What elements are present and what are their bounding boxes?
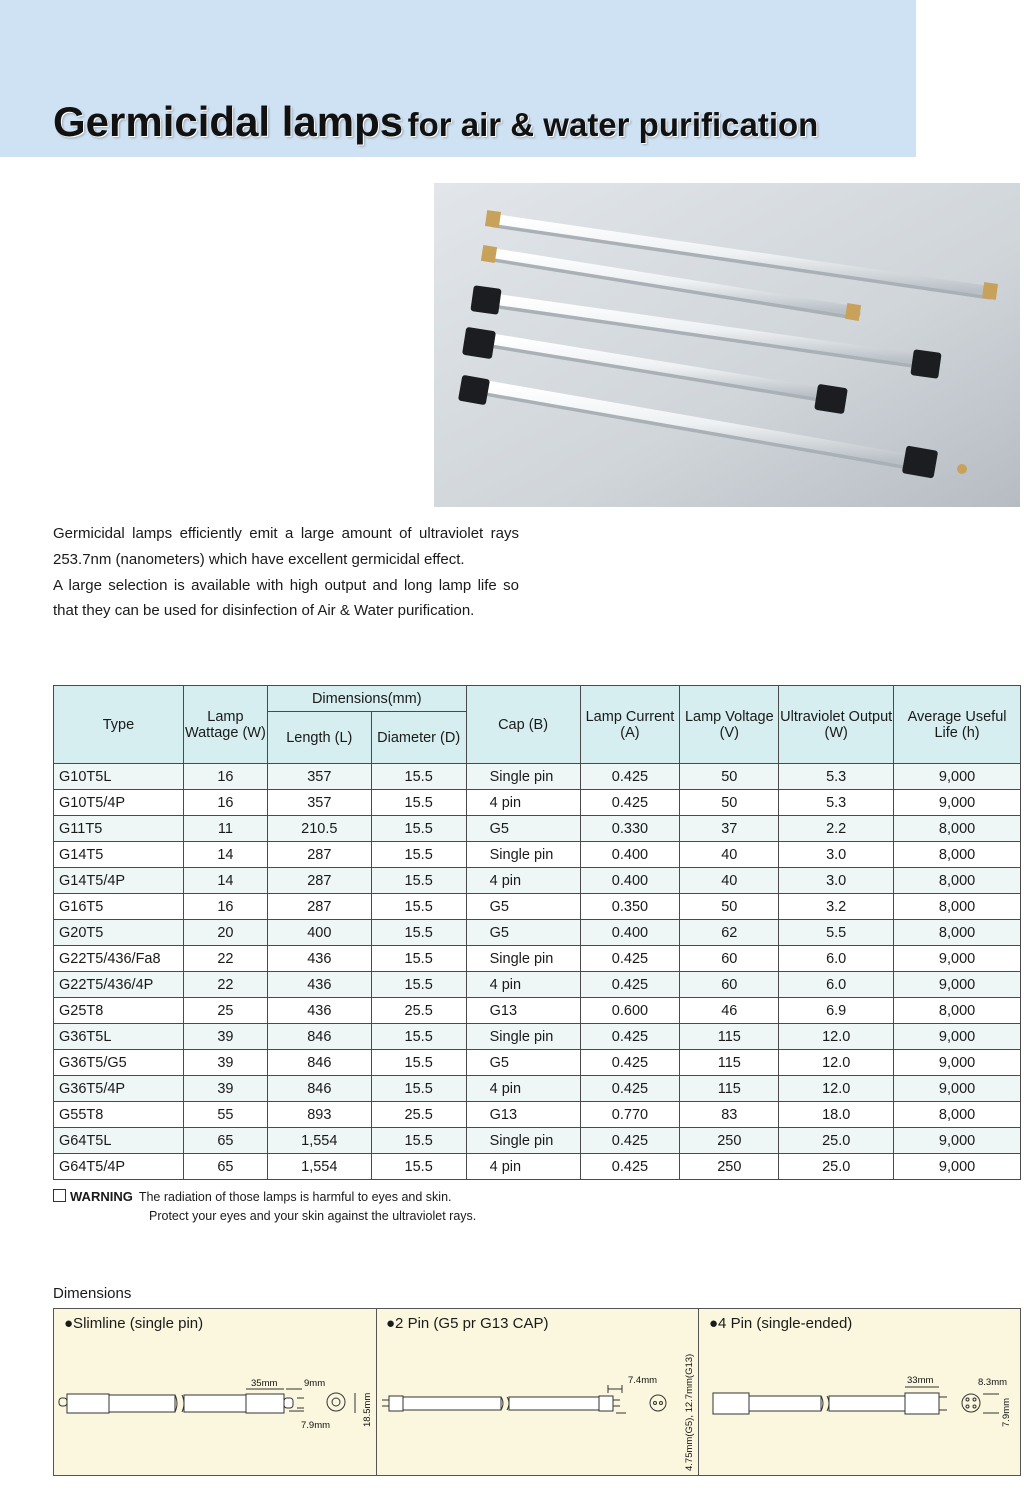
spec-table-body [54, 764, 1021, 1180]
cell-voltage: 62 [680, 920, 779, 946]
cell-cap: G13 [466, 998, 580, 1024]
cell-voltage: 115 [680, 1050, 779, 1076]
cell-length: 846 [267, 1076, 371, 1102]
table-row [54, 920, 1021, 946]
panel-title-2pin: ●2 Pin (G5 pr G13 CAP) [386, 1315, 549, 1332]
cell-length: 287 [267, 868, 371, 894]
cell-type: G22T5/436/4P [54, 972, 184, 998]
cell-cap: 4 pin [466, 790, 580, 816]
label-33mm: 33mm [907, 1375, 934, 1386]
label-pin-spacing: 4.75mm(G5), 12.7mm(G13) [684, 1353, 695, 1471]
cell-type: G14T5 [54, 842, 184, 868]
cell-current: 0.425 [580, 946, 680, 972]
cell-length: 436 [267, 998, 371, 1024]
cell-uv-output: 5.3 [779, 790, 894, 816]
cell-life: 8,000 [894, 816, 1021, 842]
cell-cap: G5 [466, 1050, 580, 1076]
cell-uv-output: 12.0 [779, 1024, 894, 1050]
cell-cap: Single pin [466, 1128, 580, 1154]
cell-length: 436 [267, 946, 371, 972]
cell-type: G25T8 [54, 998, 184, 1024]
cell-type: G55T8 [54, 1102, 184, 1128]
cell-diameter: 15.5 [371, 1076, 466, 1102]
cell-diameter: 15.5 [371, 868, 466, 894]
cell-current: 0.425 [580, 1024, 680, 1050]
cell-diameter: 15.5 [371, 842, 466, 868]
header-voltage: Lamp Voltage (V) [680, 686, 779, 764]
cell-uv-output: 6.0 [779, 972, 894, 998]
header-current: Lamp Current (A) [580, 686, 680, 764]
cell-current: 0.400 [580, 868, 680, 894]
cell-life: 9,000 [894, 790, 1021, 816]
cell-life: 9,000 [894, 1050, 1021, 1076]
table-row [54, 894, 1021, 920]
cell-uv-output: 12.0 [779, 1050, 894, 1076]
cell-type: G36T5/4P [54, 1076, 184, 1102]
header-uv-output: Ultraviolet Output (W) [779, 686, 894, 764]
cell-current: 0.400 [580, 842, 680, 868]
cell-life: 9,000 [894, 1154, 1021, 1180]
warning-line-2: Protect your eyes and your skin against the ultraviolet rays. [149, 1209, 477, 1223]
cell-voltage: 50 [680, 894, 779, 920]
cell-voltage: 40 [680, 868, 779, 894]
cell-uv-output: 25.0 [779, 1128, 894, 1154]
label-7-4mm: 7.4mm [628, 1375, 658, 1386]
cell-length: 357 [267, 764, 371, 790]
cell-life: 8,000 [894, 842, 1021, 868]
cell-cap: 4 pin [466, 1076, 580, 1102]
cell-type: G20T5 [54, 920, 184, 946]
cell-cap: G5 [466, 816, 580, 842]
warning-label: WARNING [70, 1189, 133, 1204]
cell-diameter: 15.5 [371, 1024, 466, 1050]
cell-current: 0.425 [580, 790, 680, 816]
cell-diameter: 15.5 [371, 790, 466, 816]
cell-life: 8,000 [894, 920, 1021, 946]
cell-uv-output: 25.0 [779, 1154, 894, 1180]
title-main: Germicidal lamps [53, 98, 404, 145]
cell-life: 8,000 [894, 998, 1021, 1024]
cell-uv-output: 18.0 [779, 1102, 894, 1128]
page-title [53, 98, 818, 146]
cell-voltage: 115 [680, 1076, 779, 1102]
cell-wattage: 39 [183, 1024, 267, 1050]
table-row [54, 842, 1021, 868]
cell-wattage: 11 [183, 816, 267, 842]
cell-current: 0.425 [580, 1050, 680, 1076]
cell-uv-output: 6.0 [779, 946, 894, 972]
cell-length: 436 [267, 972, 371, 998]
header-life: Average Useful Life (h) [894, 686, 1021, 764]
title-sub: for air & water purification [407, 106, 819, 143]
dimension-panel-4pin [699, 1309, 1020, 1475]
cell-wattage: 65 [183, 1128, 267, 1154]
cell-cap: G5 [466, 894, 580, 920]
cell-life: 8,000 [894, 1102, 1021, 1128]
cell-diameter: 15.5 [371, 920, 466, 946]
cell-life: 9,000 [894, 1076, 1021, 1102]
cell-length: 1,554 [267, 1154, 371, 1180]
header-cap: Cap (B) [466, 686, 580, 764]
cell-voltage: 46 [680, 998, 779, 1024]
cell-wattage: 16 [183, 894, 267, 920]
cell-cap: 4 pin [466, 868, 580, 894]
table-row [54, 816, 1021, 842]
two-pin-diagram [376, 1309, 698, 1475]
cell-diameter: 15.5 [371, 764, 466, 790]
cell-type: G10T5L [54, 764, 184, 790]
cell-uv-output: 3.2 [779, 894, 894, 920]
cell-diameter: 25.5 [371, 1102, 466, 1128]
table-row [54, 946, 1021, 972]
cell-voltage: 60 [680, 972, 779, 998]
cell-wattage: 65 [183, 1154, 267, 1180]
label-9mm: 9mm [304, 1378, 326, 1389]
cell-type: G10T5/4P [54, 790, 184, 816]
label-18-5mm: 18.5mm [362, 1392, 373, 1427]
cell-diameter: 15.5 [371, 972, 466, 998]
slimline-diagram [54, 1309, 376, 1475]
cell-length: 357 [267, 790, 371, 816]
cell-diameter: 15.5 [371, 1128, 466, 1154]
cell-uv-output: 6.9 [779, 998, 894, 1024]
table-row [54, 998, 1021, 1024]
cell-life: 9,000 [894, 946, 1021, 972]
cell-length: 287 [267, 894, 371, 920]
cell-voltage: 37 [680, 816, 779, 842]
cell-cap: 4 pin [466, 972, 580, 998]
header-type: Type [54, 686, 184, 764]
cell-voltage: 50 [680, 764, 779, 790]
cell-current: 0.400 [580, 920, 680, 946]
cell-diameter: 15.5 [371, 946, 466, 972]
cell-current: 0.600 [580, 998, 680, 1024]
cell-length: 846 [267, 1050, 371, 1076]
cell-wattage: 14 [183, 842, 267, 868]
cell-uv-output: 3.0 [779, 868, 894, 894]
cell-wattage: 14 [183, 868, 267, 894]
table-row [54, 868, 1021, 894]
table-row [54, 1128, 1021, 1154]
cell-voltage: 60 [680, 946, 779, 972]
cell-type: G64T5L [54, 1128, 184, 1154]
intro-paragraph-2: A large selection is available with high output and long lamp life so that they can be used for disinfection of Air & Water purification. [53, 576, 519, 620]
cell-type: G22T5/436/Fa8 [54, 946, 184, 972]
cell-current: 0.425 [580, 1128, 680, 1154]
dimension-panel-slimline [54, 1309, 377, 1475]
table-row [54, 972, 1021, 998]
cell-wattage: 22 [183, 946, 267, 972]
lamp-spec-table [53, 685, 1021, 1180]
cell-type: G14T5/4P [54, 868, 184, 894]
cell-life: 8,000 [894, 868, 1021, 894]
cell-uv-output: 5.5 [779, 920, 894, 946]
table-row [54, 764, 1021, 790]
cell-current: 0.330 [580, 816, 680, 842]
cell-cap: 4 pin [466, 1154, 580, 1180]
cell-wattage: 39 [183, 1076, 267, 1102]
warning-line-1: The radiation of those lamps is harmful to eyes and skin. [138, 1190, 452, 1204]
cell-current: 0.770 [580, 1102, 680, 1128]
header-diameter: Diameter (D) [371, 712, 466, 764]
label-7-9mm-4pin: 7.9mm [1001, 1397, 1012, 1427]
cell-type: G64T5/4P [54, 1154, 184, 1180]
cell-current: 0.350 [580, 894, 680, 920]
cell-current: 0.425 [580, 1076, 680, 1102]
cell-diameter: 25.5 [371, 998, 466, 1024]
table-row [54, 790, 1021, 816]
cell-type: G11T5 [54, 816, 184, 842]
table-row [54, 1050, 1021, 1076]
cell-length: 1,554 [267, 1128, 371, 1154]
dimensions-box [53, 1308, 1021, 1476]
lamps-photo [434, 183, 1020, 507]
table-row [54, 1154, 1021, 1180]
table-row [54, 1102, 1021, 1128]
cell-diameter: 15.5 [371, 1154, 466, 1180]
header-wattage: Lamp Wattage (W) [183, 686, 267, 764]
cell-voltage: 50 [680, 790, 779, 816]
intro-paragraph-1: Germicidal lamps efficiently emit a large amount of ultraviolet rays 253.7nm (nanometers) which have excellent germicidal effect. [53, 525, 519, 568]
cell-cap: Single pin [466, 842, 580, 868]
cell-length: 210.5 [267, 816, 371, 842]
cell-wattage: 22 [183, 972, 267, 998]
four-pin-diagram [699, 1309, 1020, 1475]
cell-life: 9,000 [894, 1024, 1021, 1050]
cell-voltage: 250 [680, 1128, 779, 1154]
cell-diameter: 15.5 [371, 1050, 466, 1076]
cell-wattage: 25 [183, 998, 267, 1024]
warning-note [53, 1187, 476, 1226]
dimension-panel-2pin [376, 1309, 699, 1475]
cell-type: G36T5/G5 [54, 1050, 184, 1076]
panel-title-4pin: ●4 Pin (single-ended) [709, 1315, 853, 1332]
table-row [54, 1076, 1021, 1102]
header-dimensions: Dimensions(mm) [267, 686, 466, 712]
cell-cap: G13 [466, 1102, 580, 1128]
table-row [54, 1024, 1021, 1050]
cell-wattage: 20 [183, 920, 267, 946]
label-35mm: 35mm [251, 1378, 278, 1389]
cell-life: 9,000 [894, 1128, 1021, 1154]
cell-wattage: 39 [183, 1050, 267, 1076]
cell-life: 9,000 [894, 972, 1021, 998]
cell-length: 400 [267, 920, 371, 946]
cell-current: 0.425 [580, 764, 680, 790]
header-length: Length (L) [267, 712, 371, 764]
cell-uv-output: 3.0 [779, 842, 894, 868]
cell-type: G16T5 [54, 894, 184, 920]
cell-life: 9,000 [894, 764, 1021, 790]
cell-cap: Single pin [466, 1024, 580, 1050]
cell-wattage: 55 [183, 1102, 267, 1128]
label-8-3mm: 8.3mm [978, 1377, 1008, 1388]
warning-checkbox-icon [53, 1189, 66, 1202]
cell-diameter: 15.5 [371, 816, 466, 842]
cell-diameter: 15.5 [371, 894, 466, 920]
cell-wattage: 16 [183, 790, 267, 816]
cell-current: 0.425 [580, 972, 680, 998]
cell-cap: G5 [466, 920, 580, 946]
cell-type: G36T5L [54, 1024, 184, 1050]
cell-uv-output: 5.3 [779, 764, 894, 790]
cell-current: 0.425 [580, 1154, 680, 1180]
cell-voltage: 40 [680, 842, 779, 868]
cell-life: 8,000 [894, 894, 1021, 920]
cell-voltage: 250 [680, 1154, 779, 1180]
label-7-9mm: 7.9mm [301, 1420, 331, 1431]
cell-cap: Single pin [466, 946, 580, 972]
cell-cap: Single pin [466, 764, 580, 790]
cell-length: 846 [267, 1024, 371, 1050]
cell-length: 893 [267, 1102, 371, 1128]
intro-text [53, 521, 519, 624]
cell-uv-output: 2.2 [779, 816, 894, 842]
panel-title-slimline: ●Slimline (single pin) [64, 1315, 204, 1332]
cell-wattage: 16 [183, 764, 267, 790]
cell-length: 287 [267, 842, 371, 868]
cell-uv-output: 12.0 [779, 1076, 894, 1102]
dimensions-heading: Dimensions [53, 1285, 132, 1302]
cell-voltage: 115 [680, 1024, 779, 1050]
cell-voltage: 83 [680, 1102, 779, 1128]
